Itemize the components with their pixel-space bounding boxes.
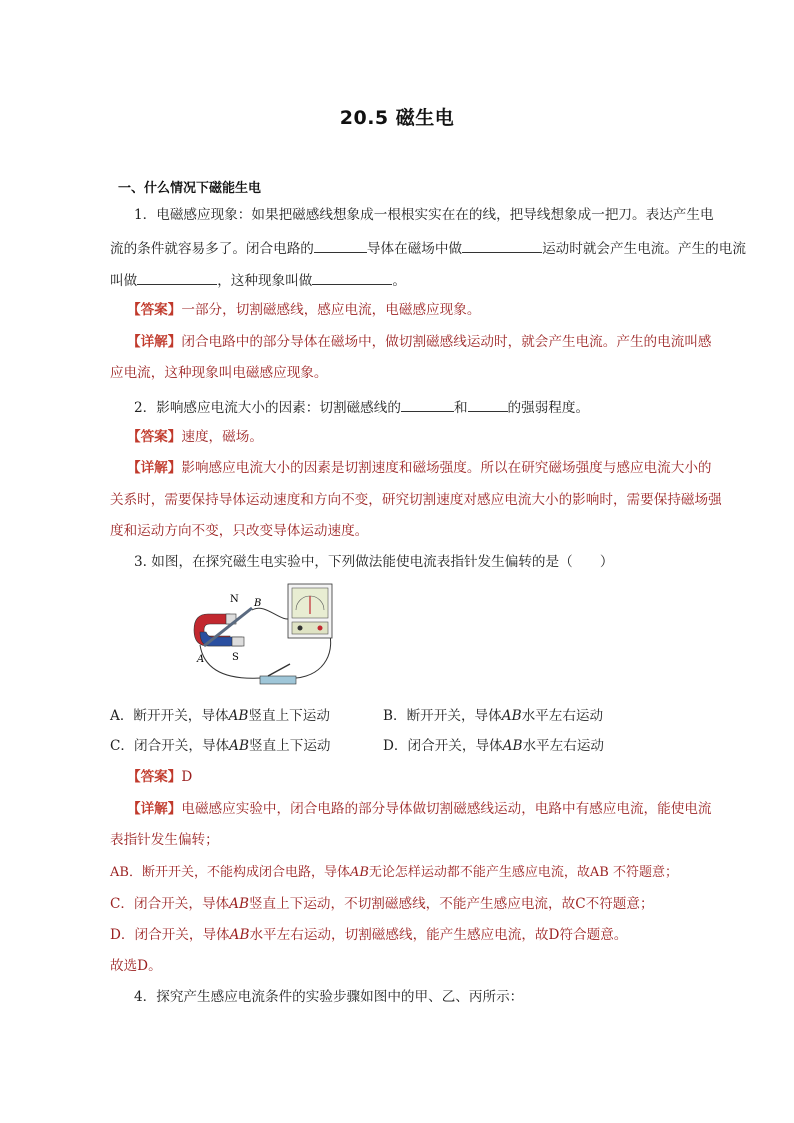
q3-exp-1 <box>110 866 678 879</box>
option-b[interactable] <box>383 710 603 724</box>
exp-text: D．闭合开关，导体 <box>110 927 230 943</box>
exp-text: 竖直上下运动，不切割磁感线，不能产生感应电流，故C不符题意； <box>248 896 654 912</box>
terminal-minus <box>298 626 303 631</box>
option-text: D．闭合开关，导体 <box>383 738 503 754</box>
option-d[interactable] <box>383 740 604 754</box>
q2-detail-3: 度和运动方向不变，只改变导体运动速度。 <box>110 523 369 539</box>
answer-text: 一部分，切割磁感线，感应电流，电磁感应现象。 <box>181 302 481 318</box>
wire-a <box>200 645 261 678</box>
switch-base <box>260 676 296 684</box>
q2-answer <box>127 431 263 445</box>
option-c[interactable] <box>110 740 331 754</box>
option-text: 水平左右运动 <box>522 738 605 754</box>
terminal-plus <box>318 626 323 631</box>
blank-6[interactable] <box>468 399 508 412</box>
q3-exp-3 <box>110 929 627 943</box>
exp-ab: AB <box>229 896 249 912</box>
exp-ab: AB <box>229 927 250 943</box>
option-ab: AB <box>502 738 523 754</box>
detail-tag: 【详解】 <box>127 460 182 476</box>
option-ab: AB <box>501 708 522 724</box>
blank-1[interactable] <box>314 240 367 253</box>
detail-text: 闭合电路中的部分导体在磁场中，做切割磁感线运动时，就会产生电流。产生的电流叫感 <box>181 334 712 350</box>
exp-text: 无论怎样运动都不能产生感应电流，故AB 不符题意； <box>368 865 678 880</box>
exp-text: AB．断开开关，不能构成闭合电路，导体 <box>110 865 350 880</box>
q1-text: 导体在磁场中做 <box>366 241 463 257</box>
detail-tag: 【详解】 <box>127 334 182 350</box>
q2-detail-2: 关系时，需要保持导体运动速度和方向不变，研究切割速度对感应电流大小的影响时，需要保持磁场强 <box>110 492 722 508</box>
q2-detail <box>127 462 712 476</box>
q1-detail <box>127 336 712 350</box>
q3-exp-2 <box>110 898 654 912</box>
galvanometer-base <box>292 622 328 634</box>
page-title: 20.5 磁生电 <box>339 107 455 129</box>
answer-tag: 【答案】 <box>127 769 182 785</box>
blank-4[interactable] <box>312 272 392 285</box>
label-b: B <box>254 598 262 609</box>
detail-text: 电磁感应实验中，闭合电路的部分导体做切割磁感线运动，电路中有感应电流，能使电流 <box>181 801 712 817</box>
option-text: B．断开开关，导体 <box>383 708 502 724</box>
exp-text: 水平左右运动，切割磁感线，能产生感应电流，故D符合题意。 <box>249 927 628 943</box>
option-a[interactable] <box>110 710 330 724</box>
q3-conclusion: 故选D。 <box>110 958 162 974</box>
q1-answer <box>127 304 480 318</box>
q3-answer <box>127 771 192 785</box>
exp-ab: AB <box>349 865 369 880</box>
label-s: S <box>232 652 239 663</box>
option-text: 竖直上下运动 <box>248 708 330 724</box>
q3-detail-2: 表指针发生偏转； <box>110 832 219 848</box>
q1-text: 运动时就会产生电流。产生的电流 <box>542 241 746 257</box>
q1-text: 叫做 <box>110 273 138 289</box>
q1-line-1: 1．电磁感应现象：如果把磁感线想象成一根根实实在在的线，把导线想象成一把刀。表达产生电 <box>134 207 714 223</box>
q1-line-3 <box>110 272 406 289</box>
option-text: 竖直上下运动 <box>248 738 331 754</box>
q2-text: 的强弱程度。 <box>507 400 590 416</box>
answer-text: 速度，磁场。 <box>181 429 263 445</box>
q1-text: 流的条件就容易多了。闭合电路的 <box>110 241 314 257</box>
pole-bottom <box>232 637 244 646</box>
q3-detail <box>127 803 712 817</box>
q3-stem: 3. 如图，在探究磁生电实验中，下列做法能使电流表指针发生偏转的是（ ） <box>134 554 614 570</box>
q1-line-2 <box>110 240 746 257</box>
blank-3[interactable] <box>137 272 217 285</box>
option-text: A．断开开关，导体 <box>110 708 229 724</box>
label-a: A <box>197 654 205 665</box>
option-text: C．闭合开关，导体 <box>110 738 230 754</box>
option-text: 水平左右运动 <box>521 708 604 724</box>
electromagnetic-induction-figure <box>186 580 342 692</box>
switch-lever[interactable] <box>268 664 290 676</box>
answer-text: D <box>181 769 193 785</box>
q2-text: 2．影响感应电流大小的因素：切割磁感线的 <box>134 400 401 416</box>
exp-text: C．闭合开关，导体 <box>110 896 230 912</box>
answer-tag: 【答案】 <box>127 302 182 318</box>
blank-5[interactable] <box>401 399 454 412</box>
wire-b <box>252 608 292 619</box>
q2-text: 和 <box>453 400 468 416</box>
q1-text: ，这种现象叫做 <box>217 273 313 289</box>
q1-text: 。 <box>392 273 406 289</box>
option-ab: AB <box>228 708 249 724</box>
option-ab: AB <box>229 738 249 754</box>
answer-tag: 【答案】 <box>127 429 182 445</box>
q2-line-1 <box>134 399 589 416</box>
q1-detail-2: 应电流，这种现象叫电磁感应现象。 <box>110 365 328 381</box>
section-heading: 一、什么情况下磁能生电 <box>118 181 262 196</box>
blank-2[interactable] <box>462 240 542 253</box>
detail-tag: 【详解】 <box>127 801 182 817</box>
q4-stem: 4．探究产生感应电流条件的实验步骤如图中的甲、乙、丙所示： <box>134 989 524 1005</box>
detail-text: 影响感应电流大小的因素是切割速度和磁场强度。所以在研究磁场强度与感应电流大小的 <box>181 460 712 476</box>
label-n: N <box>230 594 239 605</box>
